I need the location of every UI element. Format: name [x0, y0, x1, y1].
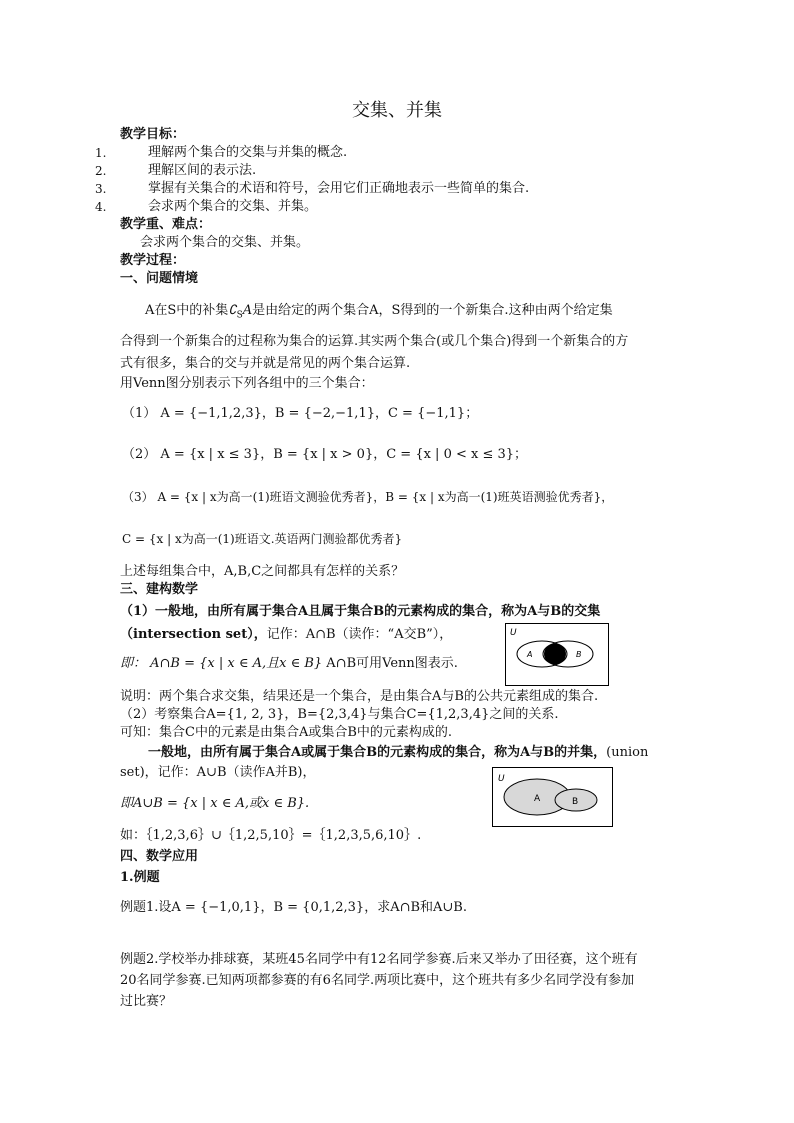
section1-para1: [145, 302, 613, 325]
venn2-label-a: A: [534, 794, 541, 804]
complement-subscript: S: [236, 310, 243, 321]
venn-item-3c: C = {x | x为高一(1)班语文.英语两门测验都优秀者}: [122, 532, 403, 546]
complement-symbol: ∁: [228, 303, 237, 318]
objective-num-3: 3.: [95, 182, 107, 196]
section1-heading: 一、问题情境: [120, 271, 199, 286]
objectives-heading: 教学目标：: [120, 127, 186, 142]
objective-2: 理解区间的表示法.: [148, 163, 257, 178]
example-2-line-2: 20名同学参赛.已知两项都参赛的有6名同学.两项比赛中，这个班共有多少名同学没有参加: [120, 973, 635, 988]
union-definition-line: [148, 744, 648, 762]
venn2-label-u: U: [498, 774, 505, 784]
union-example: 如：｛1,2,3,6｝∪｛1,2,5,10｝=｛1,2,3,5,6,10｝.: [120, 828, 422, 843]
page-title: 交集、并集: [352, 100, 442, 121]
intersection-formula: 即： A∩B = {x | x ∈ A,且x ∈ B}: [120, 656, 323, 671]
para1-part-a: A在S中的补集: [145, 303, 229, 318]
process-heading: 教学过程：: [120, 253, 186, 268]
venn-item-2: （2） A = {x | x ≤ 3}，B = {x | x > 0}，C = {x | 0 < x ≤ 3}；: [122, 447, 528, 462]
intersection-venn-note: A∩B可用Venn图表示.: [326, 656, 458, 671]
example-1: 例题1.设A = {−1,0,1}，B = {0,1,2,3}，求A∩B和A∪B.: [120, 900, 467, 915]
intersection-english: [120, 626, 452, 644]
key-points-heading: 教学重、难点：: [120, 217, 212, 232]
intersection-formula-line: [120, 655, 458, 673]
section1-question: 上述每组集合中，A,B,C之间都具有怎样的关系？: [120, 564, 405, 579]
intersection-set-term: （intersection set），: [120, 627, 267, 642]
union-notation: set)，记作：A∪B（读作A并B)，: [120, 765, 316, 780]
section1-para2: 合得到一个新集合的过程称为集合的运算.其实两个集合(或几个集合)得到一个新集合的方: [120, 334, 629, 349]
union-definition: 一般地，由所有属于集合A或属于集合B的元素构成的集合，称为A与B的并集，: [148, 745, 607, 760]
objective-3: 掌握有关集合的术语和符号，会用它们正确地表示一些简单的集合.: [148, 181, 530, 196]
objective-num-1: 1.: [95, 146, 107, 160]
conclusion: 可知：集合C中的元素是由集合A或集合B中的元素构成的.: [120, 725, 453, 740]
para1-part-b: 是由给定的两个集合A，S得到的一个新集合.这种由两个给定集: [252, 303, 613, 318]
venn-item-3: （3） A = {x | x为高一(1)班语文测验优秀者}，B = {x | x为高一(1)班英语测验优秀者}，: [122, 490, 614, 504]
observe-sets: （2）考察集合A={1, 2, 3}，B={2,3,4}与集合C={1,2,3,4}之间的关系.: [120, 707, 559, 722]
union-formula: 即A∪B = {x | x ∈ A,或x ∈ B}.: [120, 796, 310, 811]
section2-heading: 三、建构数学: [120, 582, 199, 597]
example-2-line-1: 例题2.学校举办排球赛，某班45名同学中有12名同学参赛.后来又举办了田径赛，这个班有: [120, 952, 638, 967]
intersection-definition: （1）一般地，由所有属于集合A且属于集合B的元素构成的集合，称为A与B的交集: [120, 604, 601, 619]
objective-4: 会求两个集合的交集、并集。: [148, 199, 318, 214]
venn1-label-b: B: [576, 650, 582, 659]
intersection-notation: 记作：A∩B（读作：“A交B”），: [266, 627, 453, 642]
section4-heading: 四、数学应用: [120, 849, 199, 864]
venn1-label-a: A: [527, 650, 533, 659]
key-points-text: 会求两个集合的交集、并集。: [140, 235, 310, 250]
complement-var: A: [242, 303, 253, 318]
section1-para4: 用Venn图分别表示下列各组中的三个集合：: [120, 376, 374, 391]
objective-1: 理解两个集合的交集与并集的概念.: [148, 145, 348, 160]
venn-item-1: （1） A = {−1,1,2,3}，B = {−2,−1,1}，C = {−1,1}；: [122, 406, 479, 421]
example-2-line-3: 过比赛？: [120, 994, 173, 1009]
union-english: (union: [606, 745, 649, 760]
intersection-venn-diagram: [505, 623, 609, 686]
objective-num-2: 2.: [95, 164, 107, 178]
venn1-intersection-region: [544, 644, 566, 665]
examples-subheading: 1.例题: [120, 870, 160, 885]
union-venn-diagram: [492, 767, 613, 827]
section1-para3: 式有很多，集合的交与并就是常见的两个集合运算.: [120, 356, 411, 371]
venn1-label-u: U: [510, 628, 517, 638]
objective-num-4: 4.: [95, 200, 107, 214]
intersection-explanation: 说明：两个集合求交集，结果还是一个集合，是由集合A与B的公共元素组成的集合.: [120, 689, 599, 704]
venn2-label-b: B: [572, 797, 579, 807]
